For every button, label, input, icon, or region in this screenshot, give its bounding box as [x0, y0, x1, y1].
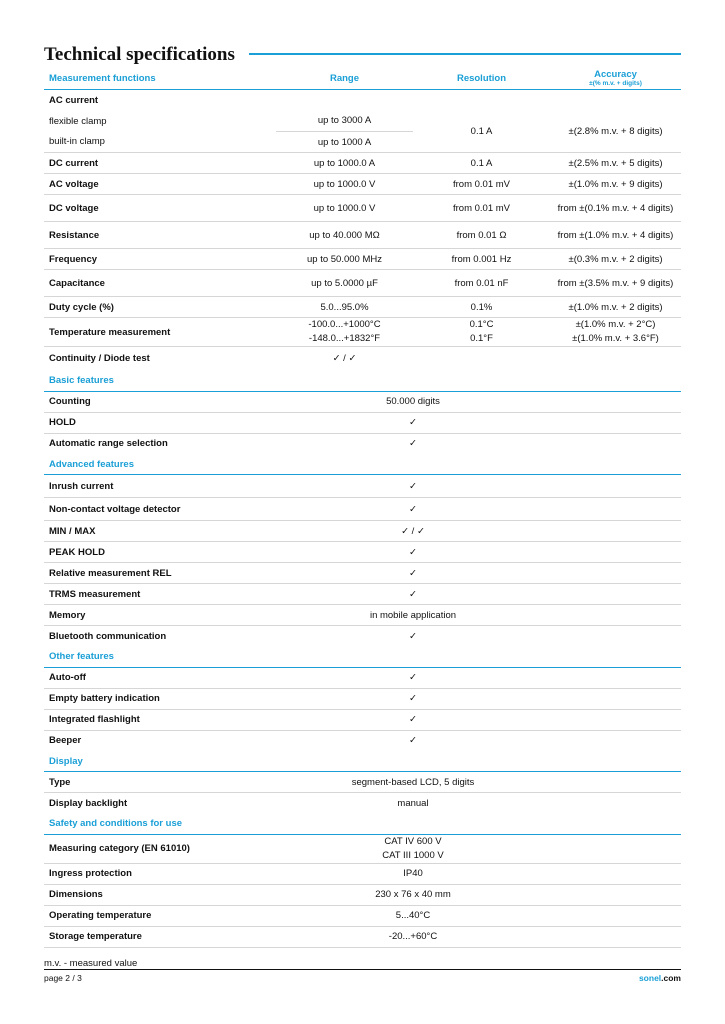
row-range: up to 1000 A [276, 132, 413, 153]
row-accuracy: ±(2.5% m.v. + 5 digits) [550, 153, 681, 174]
row-value: segment-based LCD, 5 digits [276, 772, 550, 793]
row-label: Auto-off [44, 667, 276, 688]
table-row [44, 863, 681, 884]
row-label: MIN / MAX [44, 521, 276, 542]
table-row [44, 153, 681, 174]
row-label: Integrated flashlight [44, 709, 276, 730]
row-range: ✓ / ✓ [332, 353, 357, 365]
row-label: Resistance [44, 222, 276, 249]
header-functions: Measurement functions [44, 68, 276, 90]
table-row [44, 412, 681, 433]
temp-range-c: -100.0...+1000°C [308, 319, 381, 330]
row-accuracy: ±(0.3% m.v. + 2 digits) [550, 249, 681, 270]
table-row [44, 433, 681, 454]
header-accuracy-label: Accuracy [594, 69, 637, 80]
title-block [44, 44, 681, 68]
temp-acc-c: ±(1.0% m.v. + 2°C) [575, 319, 656, 330]
row-label: Duty cycle (%) [44, 297, 276, 318]
table-row [44, 926, 681, 947]
row-label: Storage temperature [44, 926, 276, 947]
row-value: ✓ [276, 475, 550, 498]
section-heading: Display [44, 751, 681, 772]
row-range [276, 318, 413, 347]
table-row [44, 475, 681, 498]
table-row [44, 772, 681, 793]
table-row [44, 297, 681, 318]
temp-range-f: -148.0...+1832°F [308, 333, 381, 344]
section-safety [44, 814, 681, 835]
table-row [44, 498, 681, 521]
row-label: DC voltage [44, 195, 276, 222]
row-label: Counting [44, 391, 276, 412]
row-range: up to 1000.0 V [276, 195, 413, 222]
table-row [44, 542, 681, 563]
table-row [44, 391, 681, 412]
row-label: Dimensions [44, 884, 276, 905]
header-accuracy-sub: ±(% m.v. + digits) [589, 80, 642, 87]
section-other [44, 647, 681, 668]
row-value: IP40 [276, 863, 550, 884]
row-value: ✓ [276, 498, 550, 521]
row-value [276, 834, 550, 863]
temp-res-f: 0.1°F [470, 333, 493, 344]
brand-domain: .com [661, 973, 681, 983]
row-value: in mobile application [276, 605, 550, 626]
table-row [44, 222, 681, 249]
table-row [44, 793, 681, 814]
spec-table [44, 68, 681, 948]
table-row [44, 90, 681, 111]
table-row [44, 249, 681, 270]
row-range: 5.0...95.0% [276, 297, 413, 318]
row-value: manual [397, 797, 429, 809]
row-accuracy: from ±(1.0% m.v. + 4 digits) [550, 222, 681, 249]
page-title: Technical specifications [44, 44, 235, 65]
row-value: 5...40°C [276, 905, 550, 926]
row-label: Operating temperature [44, 905, 276, 926]
row-range: up to 1000.0 V [276, 174, 413, 195]
section-basic [44, 371, 681, 392]
table-row [44, 174, 681, 195]
footer-rule [44, 969, 681, 970]
row-value: ✓ [409, 630, 417, 642]
row-label: Bluetooth communication [49, 630, 167, 642]
row-label: Empty battery indication [44, 688, 276, 709]
row-label: Non-contact voltage detector [44, 498, 276, 521]
row-label: Relative measurement REL [44, 563, 276, 584]
table-row [44, 111, 681, 132]
row-value: 230 x 76 x 40 mm [276, 884, 550, 905]
row-value: -20...+60°C [276, 926, 550, 947]
row-label: Beeper [49, 735, 82, 747]
footnote: m.v. - measured value [44, 958, 138, 969]
row-value: ✓ [276, 542, 550, 563]
row-value: ✓ [276, 563, 550, 584]
row-value: ✓ [276, 667, 550, 688]
header-resolution: Resolution [413, 68, 550, 90]
row-sublabel: built-in clamp [44, 132, 276, 153]
row-resolution: 0.1 A [413, 111, 550, 153]
row-label: PEAK HOLD [44, 542, 276, 563]
table-row [44, 884, 681, 905]
row-resolution: from 0.01 mV [413, 195, 550, 222]
row-label: DC current [44, 153, 276, 174]
header-range: Range [276, 68, 413, 90]
row-value: ✓ / ✓ [276, 521, 550, 542]
section-heading: Advanced features [44, 454, 681, 475]
row-value: ✓ [276, 709, 550, 730]
row-resolution: from 0.01 mV [413, 174, 550, 195]
row-range: up to 3000 A [276, 111, 413, 132]
row-range: up to 40.000 MΩ [276, 222, 413, 249]
row-label: Capacitance [44, 270, 276, 297]
row-sublabel: flexible clamp [49, 115, 107, 127]
table-row [44, 905, 681, 926]
row-value: ✓ [276, 584, 550, 605]
row-resolution: from 0.01 nF [413, 270, 550, 297]
row-accuracy: from ±(0.1% m.v. + 4 digits) [550, 195, 681, 222]
row-accuracy: ±(1.0% m.v. + 2 digits) [550, 297, 681, 318]
table-row [44, 584, 681, 605]
table-row [44, 709, 681, 730]
header-accuracy [550, 68, 681, 90]
section-heading: Other features [44, 647, 681, 668]
row-value: ✓ [276, 688, 550, 709]
row-label: Inrush current [44, 475, 276, 498]
row-accuracy: from ±(3.5% m.v. + 9 digits) [550, 270, 681, 297]
table-row [44, 605, 681, 626]
row-resolution [413, 318, 550, 347]
row-resolution: 0.1 A [413, 153, 550, 174]
temp-res-c: 0.1°C [469, 319, 494, 330]
table-row [44, 270, 681, 297]
row-accuracy: ±(2.8% m.v. + 8 digits) [550, 111, 681, 153]
temp-acc-f: ±(1.0% m.v. + 3.6°F) [572, 333, 659, 344]
table-row [44, 730, 681, 751]
row-resolution: 0.1% [413, 297, 550, 318]
row-label: Frequency [44, 249, 276, 270]
row-range: up to 1000.0 A [276, 153, 413, 174]
row-accuracy [550, 318, 681, 347]
row-value: 50.000 digits [276, 391, 550, 412]
row-label: Ingress protection [44, 863, 276, 884]
row-resolution: from 0.001 Hz [413, 249, 550, 270]
cat-value-2: CAT III 1000 V [382, 849, 444, 861]
section-display [44, 751, 681, 772]
row-value: ✓ [409, 735, 417, 747]
section-heading: Safety and conditions for use [44, 814, 681, 835]
row-label: AC voltage [44, 174, 276, 195]
row-label: Automatic range selection [49, 438, 168, 450]
row-label: HOLD [44, 412, 276, 433]
row-label: Continuity / Diode test [49, 353, 150, 365]
row-value: ✓ [409, 438, 417, 450]
table-row [44, 318, 681, 347]
row-label: Memory [44, 605, 276, 626]
header-row [44, 68, 681, 90]
brand-link[interactable] [639, 973, 681, 983]
table-row [44, 688, 681, 709]
brand-name: sonel [638, 973, 662, 983]
section-advanced [44, 454, 681, 475]
table-row [44, 195, 681, 222]
table-row [44, 626, 681, 647]
row-label: Temperature measurement [44, 318, 276, 347]
row-label: AC current [49, 94, 99, 106]
table-row [44, 563, 681, 584]
title-rule [249, 53, 681, 55]
table-row [44, 834, 681, 863]
row-label: TRMS measurement [44, 584, 276, 605]
page-number: page 2 / 3 [44, 973, 82, 983]
row-label: Display backlight [49, 797, 128, 809]
table-row [44, 521, 681, 542]
row-range: up to 5.0000 µF [276, 270, 413, 297]
row-value: ✓ [276, 412, 550, 433]
table-row [44, 667, 681, 688]
row-label: Measuring category (EN 61010) [44, 834, 276, 863]
section-heading: Basic features [44, 371, 681, 392]
row-resolution: from 0.01 Ω [413, 222, 550, 249]
row-label: Type [44, 772, 276, 793]
row-accuracy: ±(1.0% m.v. + 9 digits) [550, 174, 681, 195]
cat-value-1: CAT IV 600 V [384, 835, 442, 847]
table-row [44, 347, 681, 371]
row-range: up to 50.000 MHz [276, 249, 413, 270]
